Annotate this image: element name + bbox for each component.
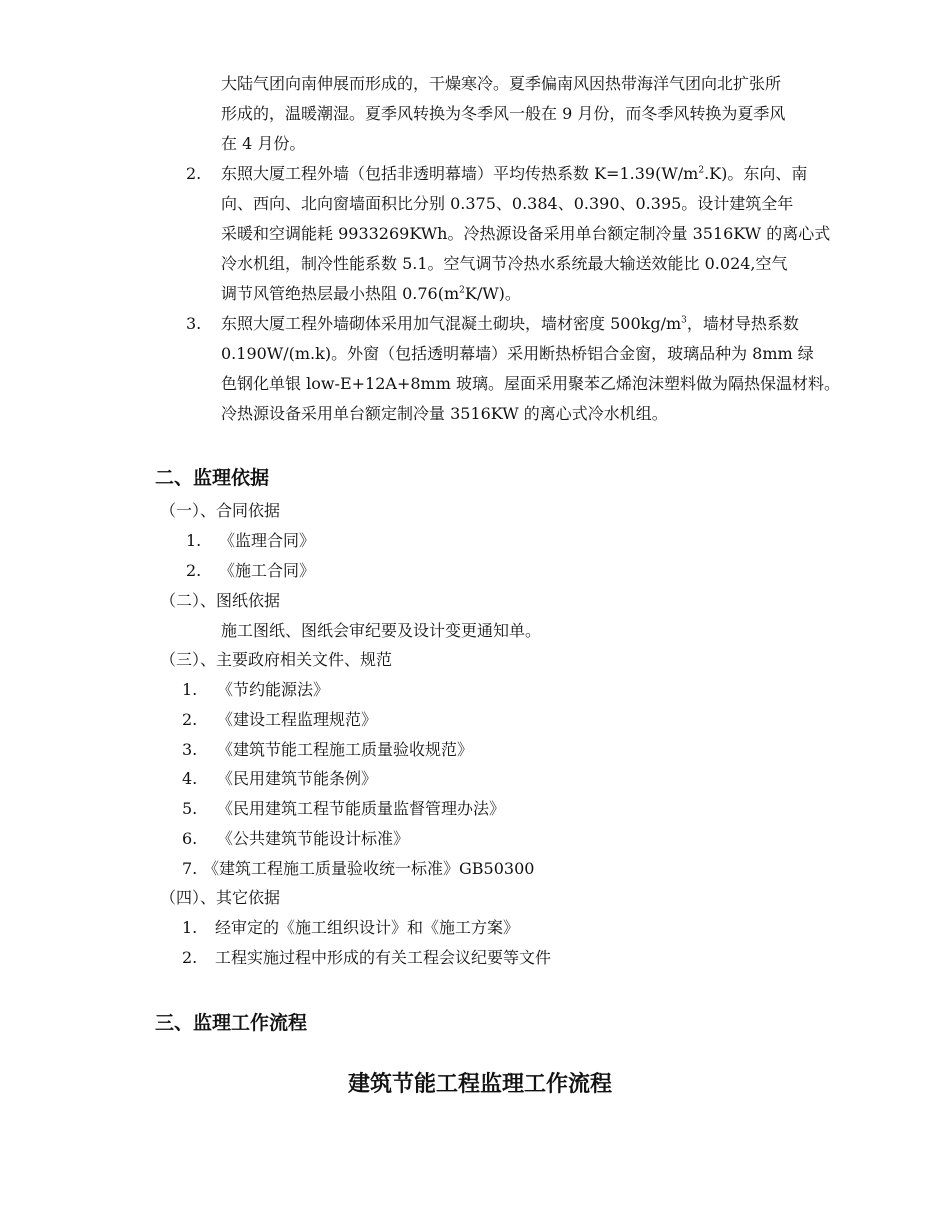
list-number: 6. <box>182 829 198 848</box>
para-line: 向、西向、北向窗墙面积比分别 0.375、0.384、0.390、0.395。设计建筑全年 <box>221 194 794 213</box>
list-number: 2. <box>186 561 202 580</box>
list-item: 《建筑工程施工质量验收统一标准》GB50300 <box>203 859 535 878</box>
para-line: 在 4 月份。 <box>221 134 306 153</box>
section-heading: 二、监理依据 <box>155 467 270 489</box>
para-line: 调节风管绝热层最小热阻 $0.76(m^2K/W)$。 <box>221 284 521 303</box>
list-item: 《节约能源法》 <box>217 680 330 699</box>
para-line: 采暖和空调能耗 9933269KWh。冷热源设备采用单台额定制冷量 3516KW 的离心式 <box>221 224 831 243</box>
para-line: 色钢化单银 low-E+12A+8mm 玻璃。屋面采用聚苯乙烯泡沫塑料做为隔热保温材料。 <box>221 374 840 393</box>
para-line: 施工图纸、图纸会审纪要及设计变更通知单。 <box>221 621 542 640</box>
para-line: 冷水机组，制冷性能系数 5.1。空气调节冷热水系统最大输送效能比 0.024,空气 <box>221 254 788 273</box>
list-item: 经审定的《施工组织设计》和《施工方案》 <box>215 918 520 937</box>
list-number: 2. <box>182 710 198 729</box>
subsection-heading: （二）、图纸依据 <box>160 591 281 610</box>
page-title: 建筑节能工程监理工作流程 <box>347 1072 612 1097</box>
list-item: 《公共建筑节能设计标准》 <box>217 829 410 848</box>
list-item: 《施工合同》 <box>219 561 316 580</box>
list-number: 7. <box>182 859 198 878</box>
list-number: 2. <box>182 948 198 967</box>
para-line: 形成的，温暖潮湿。夏季风转换为冬季风一般在 9 月份，而冬季风转换为夏季风 <box>221 104 786 123</box>
list-item: 《民用建筑节能条例》 <box>217 769 378 788</box>
list-item: 《建设工程监理规范》 <box>217 710 378 729</box>
list-item: 《民用建筑工程节能质量监督管理办法》 <box>217 799 506 818</box>
list-number: 3. <box>182 740 198 759</box>
list-number: 3. <box>186 314 202 333</box>
subsection-heading: （三）、主要政府相关文件、规范 <box>160 650 393 669</box>
list-number: 5. <box>182 799 198 818</box>
para-line: 东照大厦工程外墙（包括非透明幕墙）平均传热系数 $K=1.39(W/m^2.K)$。东向、南 <box>221 164 808 183</box>
para-line: 大陆气团向南伸展而形成的，干燥寒冷。夏季偏南风因热带海洋气团向北扩张所 <box>221 74 782 93</box>
subsection-heading: （一）、合同依据 <box>160 501 281 520</box>
list-item: 工程实施过程中形成的有关工程会议纪要等文件 <box>215 948 552 967</box>
list-number: 2. <box>186 164 202 183</box>
para-line: 冷热源设备采用单台额定制冷量 3516KW 的离心式冷水机组。 <box>221 404 668 423</box>
para-line: 0.190W/(m.k)。外窗（包括透明幕墙）采用断热桥铝合金窗，玻璃品种为 8mm 绿 <box>221 344 814 363</box>
list-number: 1. <box>186 531 202 550</box>
list-item: 《监理合同》 <box>219 531 316 550</box>
list-item: 《建筑节能工程施工质量验收规范》 <box>217 740 474 759</box>
section-heading: 三、监理工作流程 <box>155 1012 308 1034</box>
list-number: 4. <box>182 769 198 788</box>
subsection-heading: （四）、其它依据 <box>160 888 281 907</box>
list-number: 1. <box>182 918 198 937</box>
para-line: 东照大厦工程外墙砌体采用加气混凝土砌块，墙材密度 $500kg/m^3$，墙材导热系数 <box>221 314 799 333</box>
list-number: 1. <box>182 680 198 699</box>
